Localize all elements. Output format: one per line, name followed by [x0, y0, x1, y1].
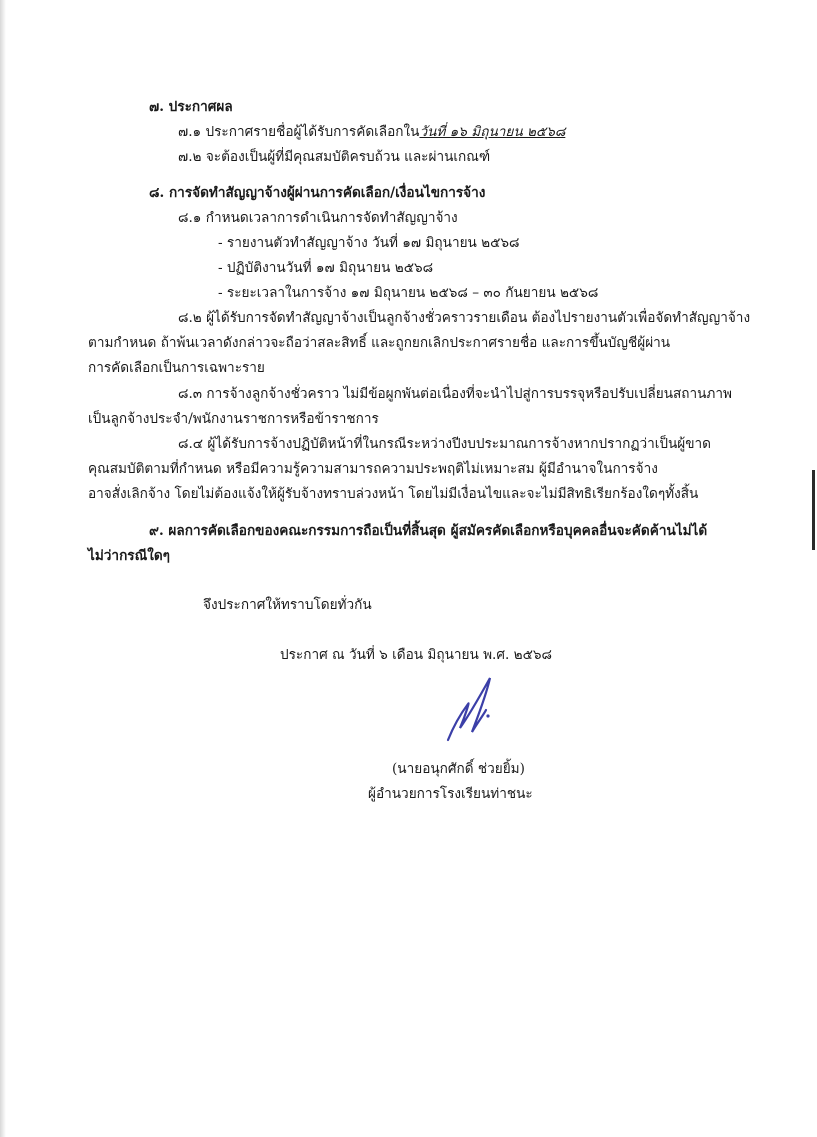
section-8-item-2-line-1: ๘.๒ ผู้ได้รับการจัดทำสัญญาจ้างเป็นลูกจ้างชั่วคราวรายเดือน ต้องไปรายงานตัวเพื่อจัดทำสัญญาจ้าง	[178, 310, 751, 326]
page-shadow-left	[0, 0, 6, 1137]
section-8-item-1-detail-1: - รายงานตัวทำสัญญาจ้าง วันที่ ๑๗ มิถุนายน ๒๕๖๘	[218, 235, 520, 251]
section-8-item-2-line-2: ตามกำหนด ถ้าพ้นเวลาดังกล่าวจะถือว่าสละสิทธิ์ และถูกยกเลิกประกาศรายชื่อ และการขึ้นบัญชีผู้ผ่าน	[88, 335, 671, 351]
signer-title: ผู้อำนวยการโรงเรียนท่าชนะ	[368, 786, 533, 802]
section-8-item-3-line-2: เป็นลูกจ้างประจำ/พนักงานราชการหรือข้าราชการ	[88, 411, 379, 427]
signer-name: (นายอนุกศักดิ์ ช่วยยิ้ม)	[392, 761, 525, 777]
section-8-item-4-line-1: ๘.๔ ผู้ได้รับการจ้างปฏิบัติหน้าที่ในกรณีระหว่างปีงบประมาณการจ้างหากปรากฏว่าเป็นผู้ขาด	[178, 436, 712, 452]
section-7-item-1-date: วันที่ ๑๖ มิถุนายน ๒๕๖๘	[419, 124, 566, 140]
section-8-heading: ๘. การจัดทำสัญญาจ้างผู้ผ่านการคัดเลือก/เงื่อนไขการจ้าง	[149, 185, 486, 201]
section-8-item-1: ๘.๑ กำหนดเวลาการดำเนินการจัดทำสัญญาจ้าง	[178, 210, 458, 226]
section-8-item-4-line-2: คุณสมบัติตามที่กำหนด หรือมีความรู้ความสามารถความประพฤติไม่เหมาะสม ผู้มีอำนาจในการจ้าง	[88, 461, 658, 477]
section-8-item-4-line-3: อาจสั่งเลิกจ้าง โดยไม่ต้องแจ้งให้ผู้รับจ้างทราบล่วงหน้า โดยไม่มีเงื่อนไขและจะไม่มีสิทธิเรียกร้องใดๆทั้งสิ้น	[88, 486, 699, 502]
section-7-item-1	[178, 121, 565, 143]
section-8-item-3-line-1: ๘.๓ การจ้างลูกจ้างชั่วคราว ไม่มีข้อผูกพันต่อเนื่องที่จะนำไปสู่การบรรจุหรือปรับเปลี่ยนสถานภาพ	[178, 386, 732, 402]
closing-statement: จึงประกาศให้ทราบโดยทั่วกัน	[203, 597, 372, 613]
section-9-line-2: ไม่ว่ากรณีใดๆ	[88, 548, 170, 564]
section-8-item-1-detail-3: - ระยะเวลาในการจ้าง ๑๗ มิถุนายน ๒๕๖๘ – ๓๐ กันยายน ๒๕๖๘	[218, 285, 599, 301]
signature-mark	[440, 670, 510, 750]
section-8-item-2-line-3: การคัดเลือกเป็นการเฉพาะราย	[88, 360, 265, 376]
section-7-heading: ๗. ประกาศผล	[149, 99, 233, 115]
section-7-item-2: ๗.๒ จะต้องเป็นผู้ที่มีคุณสมบัติครบถ้วน และผ่านเกณฑ์	[178, 149, 491, 165]
section-8-item-1-detail-2: - ปฏิบัติงานวันที่ ๑๗ มิถุนายน ๒๕๖๘	[218, 260, 434, 276]
page-edge-mark	[812, 470, 815, 550]
section-7-item-1-text: ๗.๑ ประกาศรายชื่อผู้ได้รับการคัดเลือกใน	[178, 124, 420, 140]
section-9-line-1: ๙. ผลการคัดเลือกของคณะกรรมการถือเป็นที่สิ้นสุด ผู้สมัครคัดเลือกหรือบุคคลอื่นจะคัดค้านไม่ได้	[149, 523, 708, 539]
announcement-date: ประกาศ ณ วันที่ ๖ เดือน มิถุนายน พ.ศ. ๒๕๖๘	[280, 647, 553, 663]
